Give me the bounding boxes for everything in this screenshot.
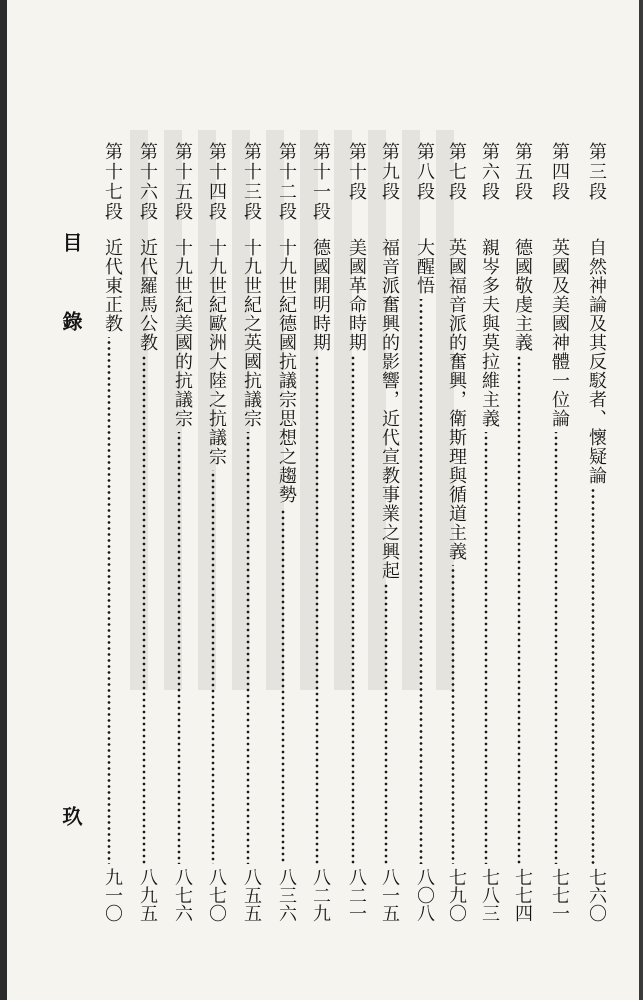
section-title: 親岑多夫與莫拉維主義 [479, 238, 500, 428]
section-number: 第九段 [379, 142, 400, 202]
dot-leader [197, 470, 229, 864]
dot-leader [405, 299, 437, 864]
section-title: 十九世紀歐洲大陸之抗議宗 [206, 238, 227, 466]
page-ref: 八七六 [172, 868, 193, 922]
page-ref: 七七一 [549, 868, 570, 922]
toc-entry [577, 142, 609, 922]
section-number: 第四段 [549, 142, 570, 202]
section-number: 第十段 [346, 142, 367, 202]
toc-entry [93, 142, 125, 922]
dot-leader [503, 356, 535, 864]
section-number: 第六段 [479, 142, 500, 202]
dot-leader [577, 489, 609, 864]
dot-leader [301, 356, 333, 864]
page-ref: 八五五 [241, 868, 262, 922]
section-number: 第十七段 [102, 142, 123, 222]
toc-entry [470, 142, 502, 922]
section-number: 第八段 [414, 142, 435, 202]
section-number: 第十三段 [241, 142, 262, 222]
page-ref: 八〇八 [414, 868, 435, 922]
dot-leader [163, 432, 195, 864]
dot-leader [267, 508, 299, 864]
toc-entry [232, 142, 264, 922]
dot-leader [540, 432, 572, 864]
section-title: 近代東正教 [102, 238, 123, 333]
section-number: 第十六段 [137, 142, 158, 222]
section-title: 英國福音派的奮興，衛斯理與循道主義 [446, 238, 467, 561]
section-title: 自然神論及其反駁者、懷疑論 [586, 238, 607, 485]
section-number: 第三段 [586, 142, 607, 202]
section-number: 第七段 [446, 142, 467, 202]
page-ref: 八二一 [346, 868, 367, 922]
toc-entry [337, 142, 369, 922]
page-ref: 九一〇 [102, 868, 123, 922]
page-ref: 七七四 [512, 868, 533, 922]
section-number: 第五段 [512, 142, 533, 202]
dot-leader [93, 337, 125, 864]
section-title: 十九世紀德國抗議宗思想之趨勢 [276, 238, 297, 504]
page-ref: 七六〇 [586, 868, 607, 922]
dot-leader [470, 432, 502, 864]
page-ref: 八一五 [379, 868, 400, 922]
toc-entry [405, 142, 437, 922]
section-title: 大醒悟 [414, 238, 435, 295]
page-ref: 八七〇 [206, 868, 227, 922]
toc-entry [128, 142, 160, 922]
section-title: 美國革命時期 [346, 238, 367, 352]
section-title: 十九世紀美國的抗議宗 [172, 238, 193, 428]
section-title: 福音派奮興的影響，近代宣教事業之興起 [379, 238, 400, 580]
dot-leader [128, 356, 160, 864]
page-ref: 七九〇 [446, 868, 467, 922]
section-number: 第十一段 [310, 142, 331, 222]
section-title: 近代羅馬公教 [137, 238, 158, 352]
toc-entry [163, 142, 195, 922]
section-title: 德國開明時期 [310, 238, 331, 352]
toc-entry [503, 142, 535, 922]
section-title: 英國及美國神體一位論 [549, 238, 570, 428]
running-head: 目 錄 [59, 232, 83, 357]
section-title: 德國敬虔主義 [512, 238, 533, 352]
section-title: 十九世紀之英國抗議宗 [241, 238, 262, 428]
toc-entry [197, 142, 229, 922]
section-number: 第十四段 [206, 142, 227, 222]
page-number: 玖 [59, 806, 83, 826]
toc-entry [370, 142, 402, 922]
toc-entry [267, 142, 299, 922]
toc-entry [301, 142, 333, 922]
dot-leader [370, 584, 402, 864]
page-ref: 七八三 [479, 868, 500, 922]
page-ref: 八九五 [137, 868, 158, 922]
page-ref: 八三六 [276, 868, 297, 922]
dot-leader [232, 432, 264, 864]
section-number: 第十二段 [276, 142, 297, 222]
dot-leader [337, 356, 369, 864]
section-number: 第十五段 [172, 142, 193, 222]
dot-leader [437, 565, 469, 864]
page-ref: 八二九 [310, 868, 331, 922]
toc-entry [540, 142, 572, 922]
toc-entry [437, 142, 469, 922]
